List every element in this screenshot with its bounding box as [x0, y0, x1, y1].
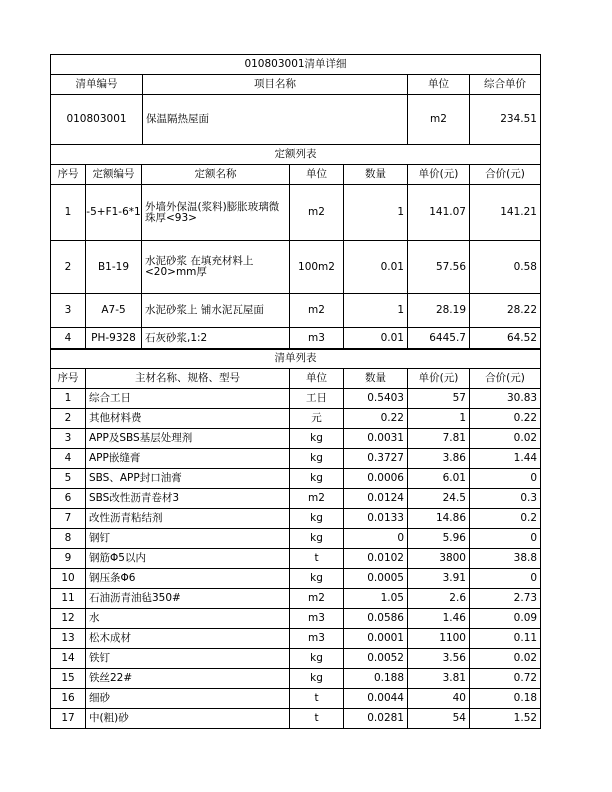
material-price: 7.81 — [408, 429, 470, 449]
material-no: 8 — [51, 529, 86, 549]
material-unit: kg — [290, 569, 344, 589]
table-row — [51, 609, 541, 629]
material-no: 5 — [51, 469, 86, 489]
table-row — [51, 649, 541, 669]
material-unit: m2 — [290, 589, 344, 609]
material-name: 钢压条Φ6 — [86, 569, 290, 589]
material-total: 0 — [470, 569, 541, 589]
material-name: APP及SBS基层处理剂 — [86, 429, 290, 449]
quota-total: 28.22 — [470, 294, 541, 328]
material-unit: t — [290, 689, 344, 709]
material-name: 综合工日 — [86, 389, 290, 409]
quota-col-header: 定额编号 — [86, 165, 142, 185]
material-unit: kg — [290, 429, 344, 449]
materials-table — [50, 348, 541, 729]
material-name: SBS、APP封口油膏 — [86, 469, 290, 489]
material-price: 3800 — [408, 549, 470, 569]
material-no: 17 — [51, 709, 86, 729]
material-price: 57 — [408, 389, 470, 409]
material-unit: m2 — [290, 489, 344, 509]
material-no: 7 — [51, 509, 86, 529]
quota-unit: m3 — [290, 328, 344, 350]
quota-col-header: 数量 — [344, 165, 408, 185]
material-qty: 0.0124 — [344, 489, 408, 509]
material-price: 1100 — [408, 629, 470, 649]
quota-name: 石灰砂浆,1:2 — [142, 328, 290, 350]
quota-col-header: 单价(元) — [408, 165, 470, 185]
table-row — [51, 328, 541, 350]
material-qty: 0.0102 — [344, 549, 408, 569]
material-qty: 0 — [344, 529, 408, 549]
material-name: 水 — [86, 609, 290, 629]
material-unit: kg — [290, 469, 344, 489]
material-name: SBS改性沥青卷材3 — [86, 489, 290, 509]
quota-total: 141.21 — [470, 185, 541, 241]
material-price: 3.81 — [408, 669, 470, 689]
table-row — [51, 529, 541, 549]
materials-section-title: 清单列表 — [51, 349, 541, 369]
material-qty: 0.3727 — [344, 449, 408, 469]
materials-col-header: 单位 — [290, 369, 344, 389]
quota-total: 64.52 — [470, 328, 541, 350]
material-name: 细砂 — [86, 689, 290, 709]
table-row — [51, 389, 541, 409]
material-unit: kg — [290, 649, 344, 669]
material-total: 2.73 — [470, 589, 541, 609]
quota-qty: 1 — [344, 185, 408, 241]
materials-col-header: 合价(元) — [470, 369, 541, 389]
material-name: 其他材料费 — [86, 409, 290, 429]
material-price: 5.96 — [408, 529, 470, 549]
quota-section-title: 定额列表 — [51, 145, 541, 165]
quota-unit: 100m2 — [290, 241, 344, 294]
material-no: 4 — [51, 449, 86, 469]
material-no: 1 — [51, 389, 86, 409]
material-qty: 0.0044 — [344, 689, 408, 709]
material-unit: 元 — [290, 409, 344, 429]
quota-code: -5+F1-6*1 — [86, 185, 142, 241]
material-total: 0 — [470, 529, 541, 549]
quota-qty: 0.01 — [344, 241, 408, 294]
quota-code: B1-19 — [86, 241, 142, 294]
material-total: 30.83 — [470, 389, 541, 409]
material-unit: kg — [290, 529, 344, 549]
bill-code: 010803001 — [51, 95, 143, 145]
quota-col-header: 合价(元) — [470, 165, 541, 185]
material-total: 38.8 — [470, 549, 541, 569]
material-name: 钢筋Φ5以内 — [86, 549, 290, 569]
material-qty: 0.188 — [344, 669, 408, 689]
material-no: 12 — [51, 609, 86, 629]
material-price: 24.5 — [408, 489, 470, 509]
quota-total: 0.58 — [470, 241, 541, 294]
material-qty: 0.0031 — [344, 429, 408, 449]
quota-qty: 0.01 — [344, 328, 408, 350]
material-price: 2.6 — [408, 589, 470, 609]
quota-name: 外墙外保温(浆料)膨胀玻璃微珠厚<93> — [142, 185, 290, 241]
material-no: 15 — [51, 669, 86, 689]
material-price: 3.86 — [408, 449, 470, 469]
materials-col-header: 序号 — [51, 369, 86, 389]
item-unit: m2 — [408, 95, 470, 145]
table-row — [51, 509, 541, 529]
material-qty: 0.0006 — [344, 469, 408, 489]
table-row — [51, 429, 541, 449]
material-name: 石油沥青油毡350# — [86, 589, 290, 609]
item-unit-price: 234.51 — [470, 95, 541, 145]
quota-col-header: 单位 — [290, 165, 344, 185]
material-qty: 0.0001 — [344, 629, 408, 649]
material-unit: t — [290, 549, 344, 569]
material-total: 0.02 — [470, 429, 541, 449]
material-unit: m3 — [290, 609, 344, 629]
material-qty: 0.0133 — [344, 509, 408, 529]
material-total: 0.18 — [470, 689, 541, 709]
material-total: 0 — [470, 469, 541, 489]
quota-price: 28.19 — [408, 294, 470, 328]
table-row — [51, 294, 541, 328]
material-qty: 0.0052 — [344, 649, 408, 669]
material-price: 54 — [408, 709, 470, 729]
table-row — [51, 185, 541, 241]
material-unit: kg — [290, 669, 344, 689]
quota-no: 3 — [51, 294, 86, 328]
material-total: 0.09 — [470, 609, 541, 629]
col-header-unit: 单位 — [408, 75, 470, 95]
table-row — [51, 549, 541, 569]
material-price: 3.56 — [408, 649, 470, 669]
material-price: 40 — [408, 689, 470, 709]
material-name: 铁钉 — [86, 649, 290, 669]
material-name: 中(粗)砂 — [86, 709, 290, 729]
table-row — [51, 629, 541, 649]
material-total: 0.72 — [470, 669, 541, 689]
material-name: 铁丝22# — [86, 669, 290, 689]
material-no: 9 — [51, 549, 86, 569]
quota-code: PH-9328 — [86, 328, 142, 350]
material-no: 3 — [51, 429, 86, 449]
material-unit: kg — [290, 449, 344, 469]
document-title: 010803001清单详细 — [51, 55, 541, 75]
item-name: 保温隔热屋面 — [143, 95, 408, 145]
material-name: 钢钉 — [86, 529, 290, 549]
bill-header-table — [50, 54, 541, 145]
col-header-bill-code: 清单编号 — [51, 75, 143, 95]
table-row — [51, 569, 541, 589]
quota-price: 57.56 — [408, 241, 470, 294]
quota-no: 2 — [51, 241, 86, 294]
table-row — [51, 709, 541, 729]
quota-col-header: 序号 — [51, 165, 86, 185]
material-no: 10 — [51, 569, 86, 589]
table-row — [51, 409, 541, 429]
material-qty: 0.0281 — [344, 709, 408, 729]
quota-name: 水泥砂浆 在填充材料上<20>mm厚 — [142, 241, 290, 294]
quota-price: 6445.7 — [408, 328, 470, 350]
table-row — [51, 669, 541, 689]
table-row — [51, 469, 541, 489]
material-price: 6.01 — [408, 469, 470, 489]
material-no: 16 — [51, 689, 86, 709]
material-price: 14.86 — [408, 509, 470, 529]
materials-col-header: 数量 — [344, 369, 408, 389]
material-total: 1.52 — [470, 709, 541, 729]
quota-code: A7-5 — [86, 294, 142, 328]
quota-unit: m2 — [290, 294, 344, 328]
material-no: 14 — [51, 649, 86, 669]
material-price: 1 — [408, 409, 470, 429]
material-total: 0.02 — [470, 649, 541, 669]
material-no: 11 — [51, 589, 86, 609]
quota-no: 4 — [51, 328, 86, 350]
table-row — [51, 689, 541, 709]
material-qty: 0.5403 — [344, 389, 408, 409]
material-total: 0.2 — [470, 509, 541, 529]
quota-table — [50, 144, 541, 350]
table-row — [51, 589, 541, 609]
table-row — [51, 241, 541, 294]
quota-qty: 1 — [344, 294, 408, 328]
material-name: 松木成材 — [86, 629, 290, 649]
material-price: 3.91 — [408, 569, 470, 589]
material-qty: 0.22 — [344, 409, 408, 429]
material-unit: t — [290, 709, 344, 729]
table-row — [51, 489, 541, 509]
material-qty: 0.0005 — [344, 569, 408, 589]
material-total: 1.44 — [470, 449, 541, 469]
material-total: 0.11 — [470, 629, 541, 649]
material-unit: kg — [290, 509, 344, 529]
quota-unit: m2 — [290, 185, 344, 241]
material-unit: 工日 — [290, 389, 344, 409]
material-name: 改性沥青粘结剂 — [86, 509, 290, 529]
col-header-unit-price: 综合单价 — [470, 75, 541, 95]
quota-no: 1 — [51, 185, 86, 241]
quota-price: 141.07 — [408, 185, 470, 241]
material-qty: 1.05 — [344, 589, 408, 609]
col-header-item-name: 项目名称 — [143, 75, 408, 95]
materials-col-header: 单价(元) — [408, 369, 470, 389]
material-no: 2 — [51, 409, 86, 429]
material-qty: 0.0586 — [344, 609, 408, 629]
material-unit: m3 — [290, 629, 344, 649]
material-name: APP嵌缝膏 — [86, 449, 290, 469]
material-total: 0.22 — [470, 409, 541, 429]
material-total: 0.3 — [470, 489, 541, 509]
material-no: 13 — [51, 629, 86, 649]
quota-col-header: 定额名称 — [142, 165, 290, 185]
material-price: 1.46 — [408, 609, 470, 629]
materials-col-header: 主材名称、规格、型号 — [86, 369, 290, 389]
quota-name: 水泥砂浆上 铺水泥瓦屋面 — [142, 294, 290, 328]
table-row — [51, 449, 541, 469]
material-no: 6 — [51, 489, 86, 509]
